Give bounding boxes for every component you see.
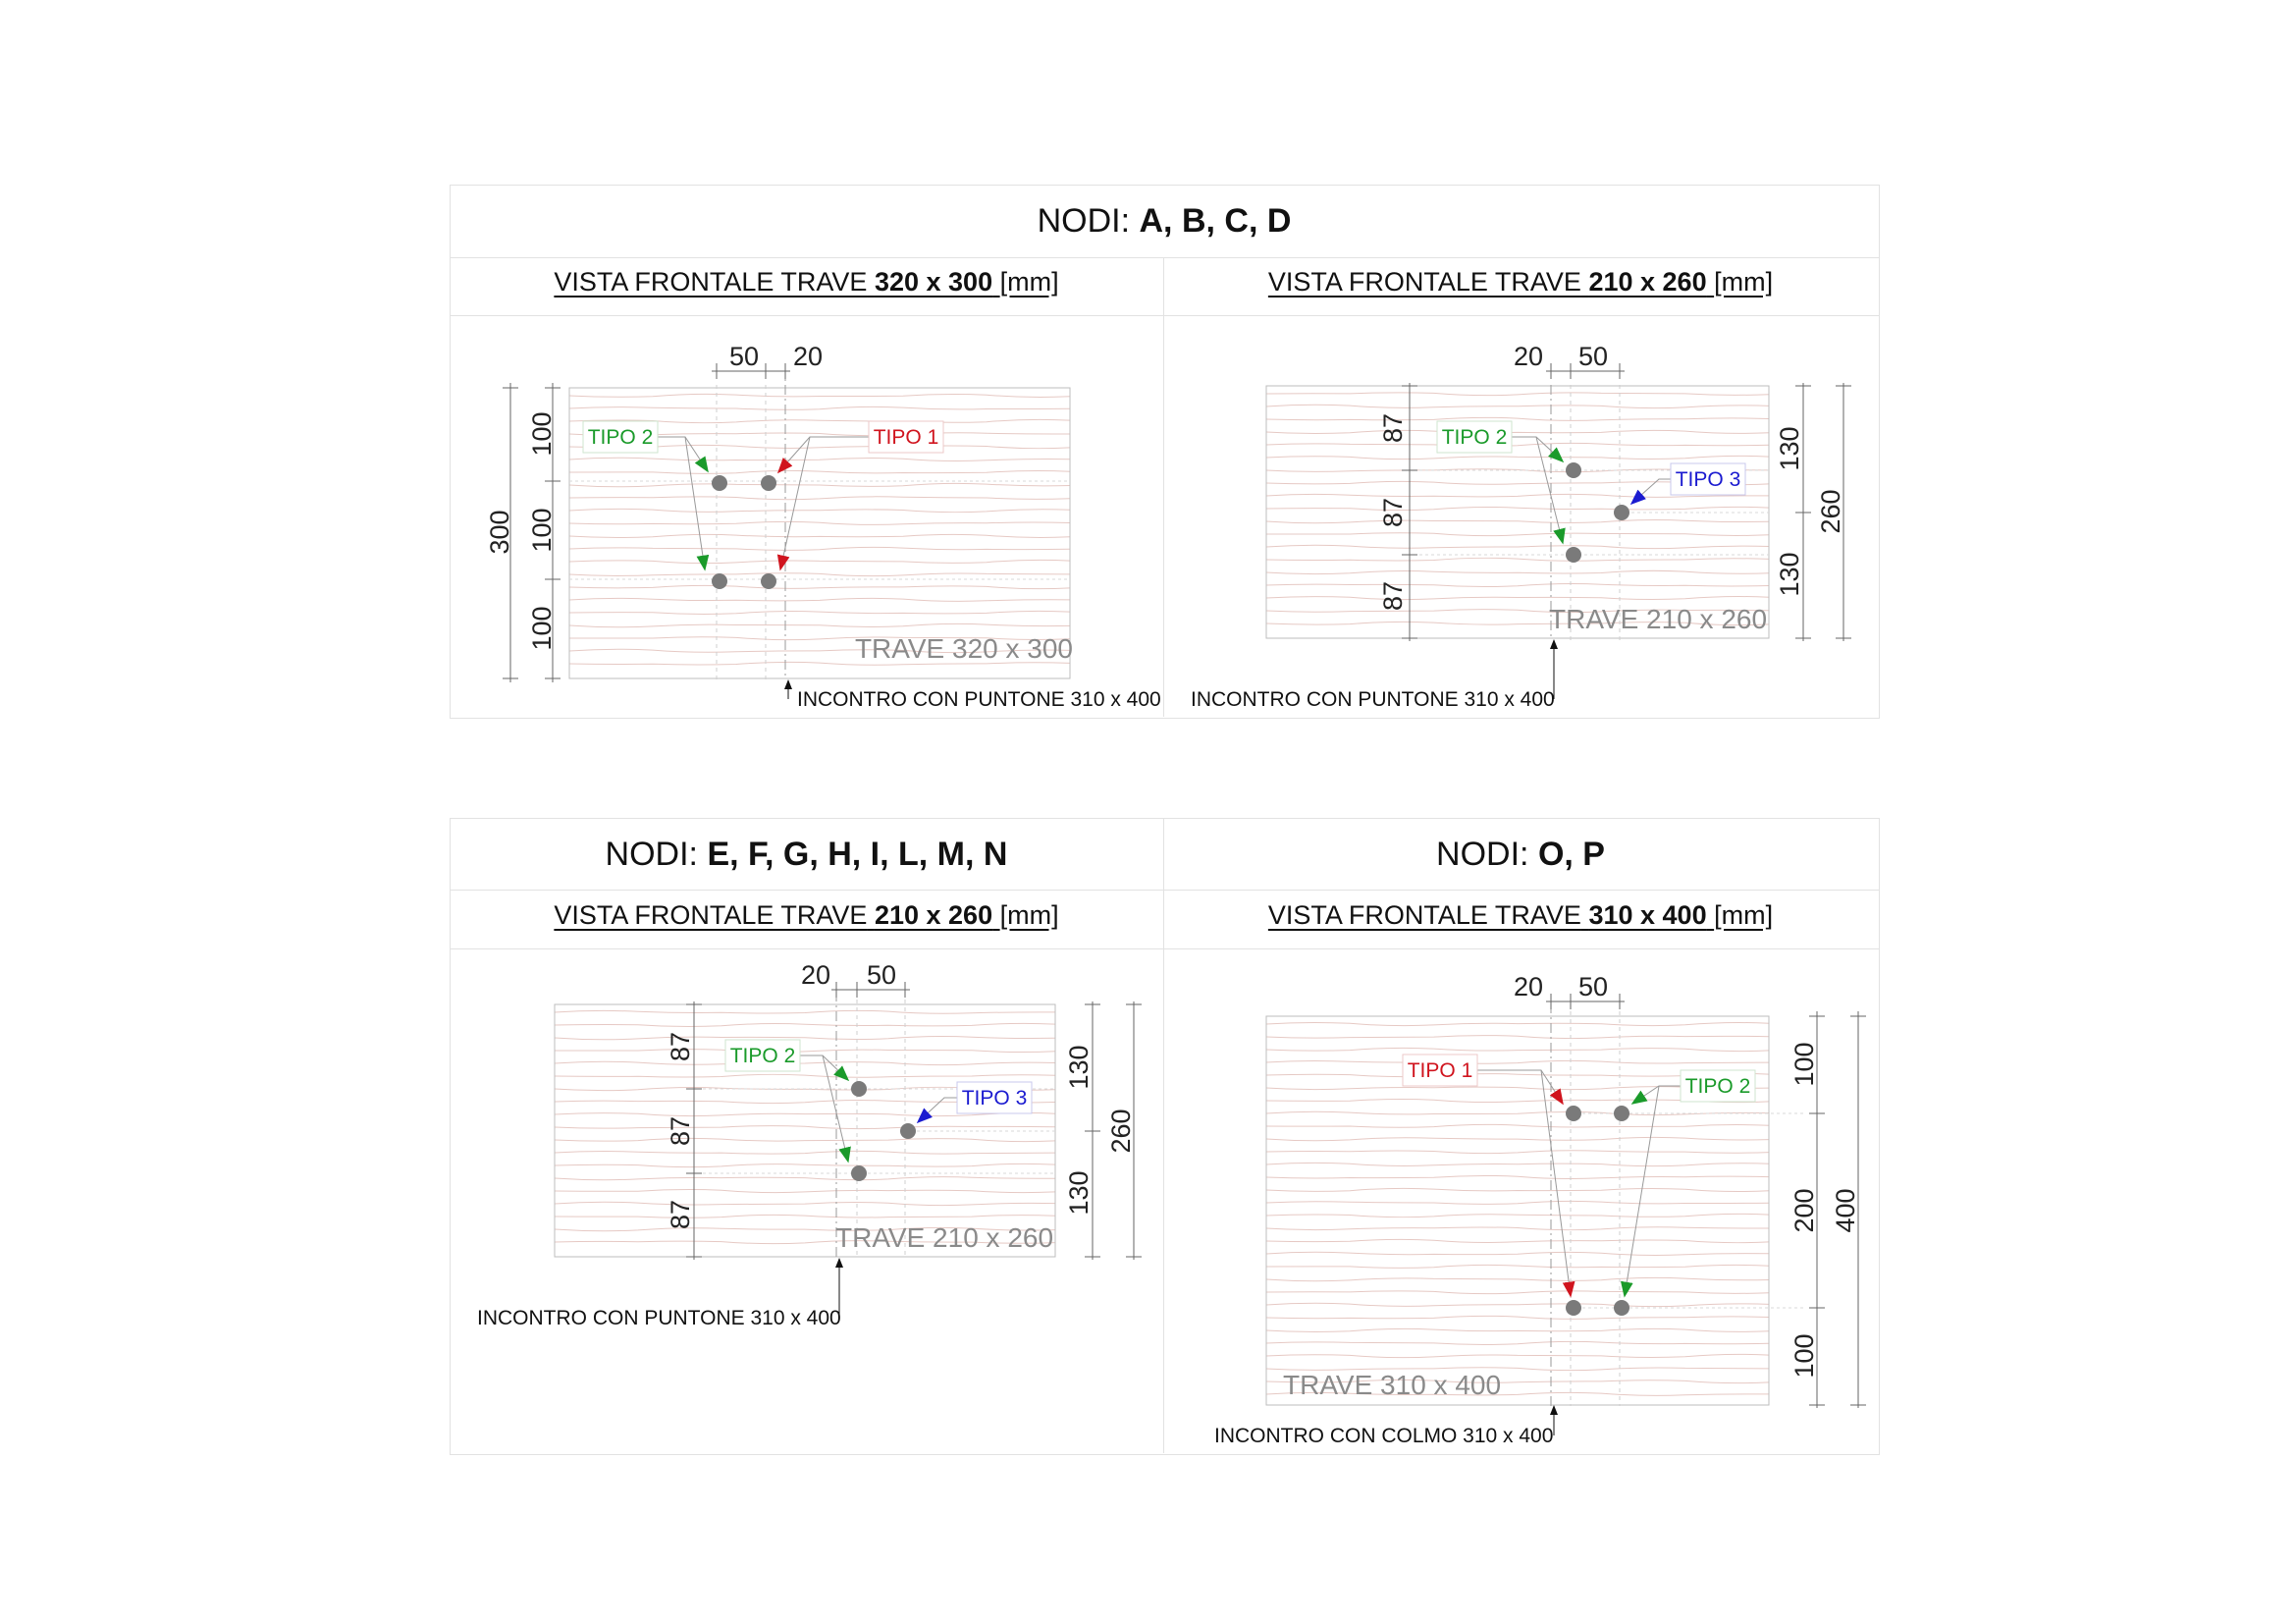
- grain-line: [1266, 417, 1769, 420]
- grain-line: [1266, 597, 1769, 600]
- dim-right-130-a: 130: [1064, 1045, 1094, 1090]
- grain-line: [1266, 1201, 1769, 1204]
- leader-tipo1: [1541, 1070, 1571, 1296]
- grain-line: [1266, 1252, 1769, 1255]
- beam-section: [1266, 386, 1769, 638]
- beam-label: TRAVE 310 x 400: [1283, 1370, 1502, 1400]
- grain-line: [1266, 1188, 1769, 1191]
- title-nodes: A, B, C, D: [1139, 202, 1292, 240]
- grain-line: [1266, 519, 1769, 522]
- grain-line: [555, 1215, 1055, 1217]
- bolt: [1566, 547, 1581, 563]
- title-prefix: NODI:: [1037, 202, 1131, 240]
- grain-line: [569, 509, 1070, 512]
- tipo2-tag: TIPO 2: [587, 426, 654, 449]
- grain-line: [569, 585, 1070, 588]
- beam-section: [555, 1004, 1055, 1257]
- tipo3-tag: TIPO 3: [961, 1087, 1028, 1109]
- drawing-trave-310x400: [1214, 972, 1866, 1447]
- dim-total-400: 400: [1831, 1188, 1860, 1233]
- dim-total-260: 260: [1106, 1109, 1136, 1154]
- incontro-label: INCONTRO CON PUNTONE 310 x 400: [1191, 688, 1555, 711]
- dim-top-20: 20: [800, 960, 831, 990]
- grain-line: [569, 573, 1070, 576]
- bolt: [851, 1081, 867, 1097]
- bolt: [1614, 1300, 1629, 1316]
- sub-prefix: VISTA FRONTALE TRAVE: [554, 267, 868, 297]
- leader-tipo2: [823, 1055, 848, 1162]
- grain-line: [1266, 1137, 1769, 1140]
- grain-line: [1266, 393, 1769, 396]
- bolt: [900, 1123, 916, 1139]
- grain-line: [555, 1023, 1055, 1026]
- dim-left-87-c: 87: [1378, 580, 1408, 612]
- dim-top-20: 20: [1513, 972, 1544, 1001]
- title-prefix: NODI:: [1436, 836, 1529, 873]
- grain-line: [1266, 1175, 1769, 1178]
- grain-line: [1266, 456, 1769, 459]
- sub-unit: [mm]: [1714, 900, 1774, 930]
- grain-line: [569, 560, 1070, 563]
- bolt: [712, 475, 727, 491]
- grain-line: [555, 1190, 1055, 1193]
- grain-line: [1266, 1341, 1769, 1344]
- dim-left-100-c: 100: [527, 606, 557, 651]
- bolt: [761, 475, 776, 491]
- grain-line: [569, 458, 1070, 460]
- grain-line: [555, 1163, 1055, 1166]
- grain-line: [1266, 1111, 1769, 1114]
- tipo1-tag: TIPO 1: [873, 426, 939, 449]
- sub-unit: [mm]: [999, 900, 1059, 930]
- grain-line: [1266, 443, 1769, 446]
- dim-top-50: 50: [1577, 972, 1609, 1001]
- grain-line: [1266, 1023, 1769, 1026]
- dim-top-20: 20: [1513, 342, 1544, 371]
- tipo2-tag: TIPO 2: [1684, 1075, 1751, 1098]
- grain-line: [569, 611, 1070, 614]
- dim-left-100-b: 100: [527, 508, 557, 553]
- grain-line: [555, 1036, 1055, 1039]
- grain-line: [1266, 1291, 1769, 1294]
- grain-line: [1266, 430, 1769, 433]
- grain-line: [569, 470, 1070, 473]
- grain-line: [555, 1126, 1055, 1129]
- grain-line: [1266, 1227, 1769, 1230]
- dim-left-100-a: 100: [527, 411, 557, 457]
- grain-line: [569, 483, 1070, 486]
- beam-label: TRAVE 210 x 260: [835, 1222, 1054, 1253]
- grain-line: [569, 623, 1070, 626]
- dim-left-87-a: 87: [1378, 412, 1408, 444]
- drawing-trave-320x300: [485, 342, 1161, 711]
- grain-line: [1266, 570, 1769, 573]
- sub-size: 210 x 260: [874, 900, 993, 930]
- grain-line: [1266, 1316, 1769, 1319]
- tipo3-tag: TIPO 3: [1675, 468, 1741, 491]
- dim-total-300: 300: [485, 510, 514, 555]
- wood-grain: [555, 1010, 1055, 1243]
- dim-total-260: 260: [1816, 489, 1845, 534]
- grain-line: [1266, 1265, 1769, 1268]
- title-nodes: O, P: [1537, 836, 1605, 873]
- leader-tipo2: [658, 437, 708, 471]
- grain-line: [1266, 1048, 1769, 1051]
- grain-line: [555, 1177, 1055, 1180]
- grain-line: [555, 1050, 1055, 1053]
- dim-right-130-b: 130: [1064, 1170, 1094, 1216]
- grain-line: [555, 1010, 1055, 1013]
- grain-line: [1266, 1354, 1769, 1357]
- grain-line: [569, 394, 1070, 397]
- dim-top-50: 50: [866, 960, 897, 990]
- grain-line: [1266, 405, 1769, 407]
- dim-top-20: 20: [792, 342, 824, 371]
- sub-unit: [mm]: [1714, 267, 1774, 297]
- bolt: [1614, 505, 1629, 520]
- leader-tipo2: [1625, 1086, 1659, 1296]
- dim-top-50: 50: [1577, 342, 1609, 371]
- dim-top-50: 50: [728, 342, 760, 371]
- grain-line: [555, 1074, 1055, 1077]
- leader-tipo2: [685, 437, 705, 569]
- grain-line: [555, 1138, 1055, 1141]
- sub-prefix: VISTA FRONTALE TRAVE: [1267, 900, 1581, 930]
- grain-line: [1266, 1214, 1769, 1217]
- grain-line: [569, 547, 1070, 550]
- dim-right-100-b: 100: [1789, 1333, 1819, 1379]
- grain-line: [569, 406, 1070, 409]
- bolt: [1614, 1106, 1629, 1121]
- grain-line: [1266, 1163, 1769, 1165]
- grain-line: [1266, 1277, 1769, 1280]
- dim-left-87-a: 87: [666, 1031, 695, 1062]
- leader-tipo2: [1536, 437, 1563, 543]
- dim-right-200: 200: [1789, 1188, 1819, 1233]
- bolt: [761, 573, 776, 589]
- drawing-trave-210x260-top: [1191, 342, 1851, 711]
- sub-unit: [mm]: [999, 267, 1059, 297]
- tipo1-tag: TIPO 1: [1407, 1059, 1473, 1082]
- title-nodes: E, F, G, H, I, L, M, N: [707, 836, 1008, 873]
- title-prefix: NODI:: [605, 836, 698, 873]
- dim-right-130-a: 130: [1775, 426, 1804, 471]
- bolt: [1566, 1106, 1581, 1121]
- grain-line: [1266, 1151, 1769, 1154]
- leader-tipo1: [778, 437, 869, 472]
- bolt: [712, 573, 727, 589]
- dim-left-87-b: 87: [666, 1115, 695, 1147]
- beam-label: TRAVE 210 x 260: [1549, 604, 1768, 634]
- grain-line: [555, 1061, 1055, 1064]
- incontro-label: INCONTRO CON PUNTONE 310 x 400: [477, 1307, 841, 1329]
- bolt: [851, 1165, 867, 1181]
- grain-line: [1266, 1036, 1769, 1039]
- grain-line: [1266, 1239, 1769, 1242]
- bolt: [1566, 462, 1581, 478]
- sub-size: 320 x 300: [874, 267, 993, 297]
- bolt: [1566, 1300, 1581, 1316]
- sub-prefix: VISTA FRONTALE TRAVE: [1267, 267, 1581, 297]
- grain-line: [1266, 1124, 1769, 1127]
- sub-size: 310 x 400: [1588, 900, 1707, 930]
- grain-line: [569, 497, 1070, 500]
- dim-left-87-c: 87: [666, 1199, 695, 1230]
- sub-size: 210 x 260: [1588, 267, 1707, 297]
- drawing-trave-210x260-bottom: [477, 960, 1142, 1329]
- wood-grain: [1266, 393, 1769, 625]
- dim-left-87-b: 87: [1378, 497, 1408, 528]
- sub-prefix: VISTA FRONTALE TRAVE: [554, 900, 868, 930]
- grain-line: [1266, 584, 1769, 587]
- grain-line: [1266, 1328, 1769, 1331]
- incontro-label: INCONTRO CON COLMO 310 x 400: [1214, 1425, 1554, 1447]
- grain-line: [569, 534, 1070, 537]
- grain-line: [1266, 533, 1769, 536]
- grain-line: [569, 521, 1070, 524]
- grain-line: [1266, 507, 1769, 510]
- grain-line: [1266, 1060, 1769, 1063]
- grain-line: [555, 1151, 1055, 1154]
- grain-line: [1266, 545, 1769, 548]
- leader-tipo3: [1631, 479, 1671, 504]
- grain-line: [569, 598, 1070, 601]
- grain-line: [1266, 1303, 1769, 1306]
- grain-line: [555, 1202, 1055, 1205]
- tipo2-tag: TIPO 2: [729, 1045, 796, 1067]
- grain-line: [1266, 558, 1769, 561]
- dim-right-100-a: 100: [1789, 1042, 1819, 1087]
- beam-label: TRAVE 320 x 300: [854, 633, 1073, 664]
- dim-right-130-b: 130: [1775, 552, 1804, 597]
- tipo2-tag: TIPO 2: [1441, 426, 1508, 449]
- incontro-label: INCONTRO CON PUNTONE 310 x 400: [797, 688, 1161, 711]
